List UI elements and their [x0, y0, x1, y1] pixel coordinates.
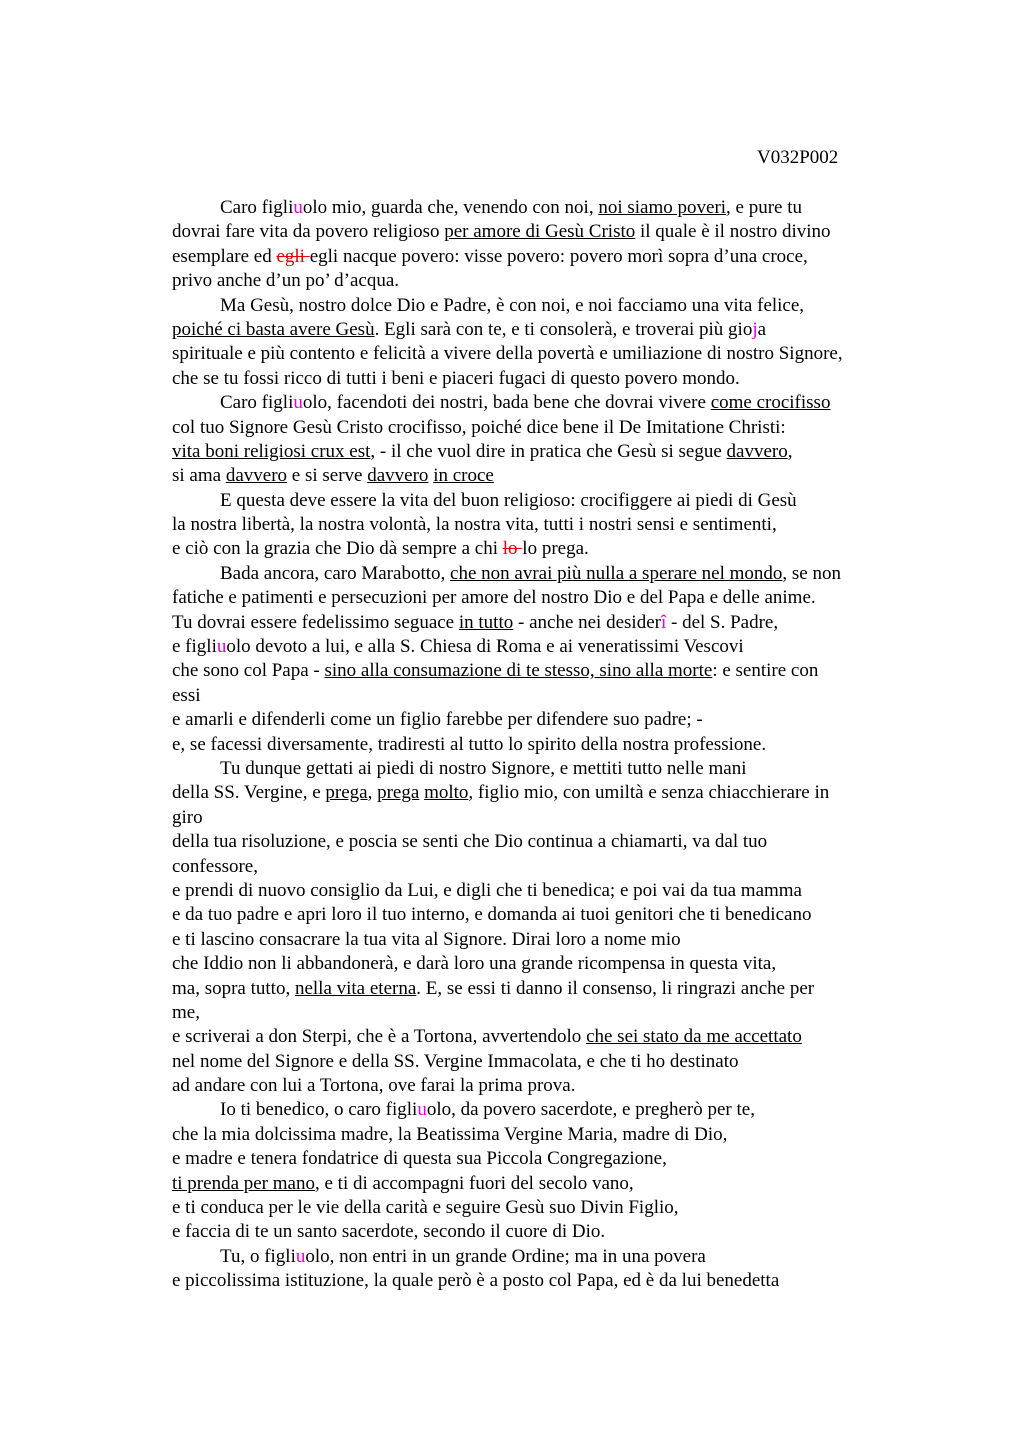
text-line	[172, 1074, 912, 1098]
text-segment: e madre e tenera fondatrice di questa sua Piccola Congregazione,	[172, 1148, 667, 1170]
text-segment: Bada ancora, caro Marabotto,	[220, 562, 451, 584]
text-segment: Caro figli	[220, 197, 294, 218]
text-line	[172, 586, 912, 610]
text-line	[172, 1220, 912, 1244]
text-segment: e ti lascino consacrare la tua vita al Signore. Dirai loro a nome mio	[172, 928, 681, 950]
underlined-text: come crocifisso	[710, 392, 831, 414]
text-segment: che sono col Papa -	[172, 660, 325, 682]
underlined-text: che non avrai più nulla a sperare nel mondo	[450, 562, 783, 584]
text-segment: che se tu fossi ricco di tutti i beni e piaceri fugaci di questo povero mondo.	[172, 367, 740, 389]
struck-text: egli	[276, 245, 310, 267]
text-segment: olo devoto a lui, e alla S. Chiesa di Roma e ai veneratissimi Vescovi	[226, 636, 744, 658]
underlined-text: prega	[377, 782, 420, 804]
text-segment: a	[757, 318, 767, 340]
text-segment: che la mia dolcissima madre, la Beatissima Vergine Maria, madre di Dio,	[172, 1123, 728, 1145]
underlined-text: che sei stato da me accettato	[586, 1026, 802, 1048]
text-line	[172, 977, 912, 1001]
text-segment: spirituale e più contento e felicità a vivere della povertà e umiliazione di nostro Signore,	[172, 343, 843, 365]
text-segment: privo anche d’un po’ d’acqua.	[172, 270, 400, 292]
underlined-text: davvero	[225, 465, 288, 487]
text-line	[172, 1025, 912, 1049]
text-segment: : e sentire con	[712, 660, 819, 682]
text-line	[172, 196, 912, 220]
highlighted-letter: u	[216, 636, 227, 658]
text-line	[172, 1098, 912, 1122]
text-segment: egli nacque povero: visse povero: povero morì sopra d’una croce,	[309, 245, 808, 267]
text-segment: , e ti di accompagni fuori del secolo vano,	[314, 1172, 634, 1194]
underlined-text: ti prenda per mano	[172, 1172, 315, 1194]
text-line	[172, 489, 912, 513]
text-segment: essi	[172, 684, 201, 706]
text-line	[172, 440, 912, 464]
text-line	[172, 733, 912, 757]
text-segment: dovrai fare vita da povero religioso	[172, 221, 445, 243]
text-segment: Ma Gesù, nostro dolce Dio e Padre, è con noi, e noi facciamo una vita felice,	[220, 294, 805, 316]
text-segment: della tua risoluzione, e poscia se senti che Dio continua a chiamarti, va dal tuo	[172, 831, 768, 853]
text-line	[172, 855, 912, 879]
text-line	[172, 757, 912, 781]
text-segment: la nostra libertà, la nostra volontà, la nostra vita, tutti i nostri sensi e sentimenti,	[172, 514, 777, 536]
text-line	[172, 294, 912, 318]
text-line	[172, 1245, 912, 1269]
text-segment: Tu, o figli	[220, 1245, 296, 1267]
text-segment: e da tuo padre e apri loro il tuo interno, e domanda ai tuoi genitori che ti benedicano	[172, 904, 812, 926]
text-line	[172, 659, 912, 683]
text-segment: ,	[367, 782, 378, 804]
text-segment: e, se facessi diversamente, tradiresti al tutto lo spirito della nostra professione.	[172, 733, 767, 755]
text-segment: e ti conduca per le vie della carità e seguire Gesù suo Divin Figlio,	[172, 1197, 679, 1219]
text-segment: me,	[172, 1001, 200, 1023]
text-line	[172, 830, 912, 854]
text-line	[172, 391, 912, 415]
text-segment: il quale è il nostro divino	[635, 221, 831, 243]
underlined-text: davvero	[726, 440, 788, 462]
text-line	[172, 1269, 912, 1293]
text-line	[172, 269, 912, 293]
underlined-text: in croce	[433, 465, 494, 487]
text-segment: e si serve	[287, 465, 368, 487]
text-segment: olo, da povero sacerdote, e pregherò per te,	[426, 1099, 755, 1121]
highlighted-letter: î	[660, 611, 667, 633]
text-segment: e ciò con la grazia che Dio dà sempre a chi	[172, 538, 503, 560]
text-line	[172, 537, 912, 561]
text-segment: Tu dunque gettati ai piedi di nostro Signore, e mettiti tutto nelle mani	[220, 757, 747, 779]
text-segment: . Egli sarà con te, e ti consolerà, e troverai più gio	[374, 318, 753, 340]
text-segment: e piccolissima istituzione, la quale però è a posto col Papa, ed è da lui benedetta	[172, 1270, 780, 1292]
underlined-text: noi siamo poveri	[598, 197, 727, 218]
text-segment: ma, sopra tutto,	[172, 977, 295, 999]
text-segment: e prendi di nuovo consiglio da Lui, e digli che ti benedica; e poi vai da tua mamma	[172, 879, 802, 901]
text-line	[172, 513, 912, 537]
text-line	[172, 611, 912, 635]
text-line	[172, 684, 912, 708]
text-segment: ad andare con lui a Tortona, ove farai la prima prova.	[172, 1075, 576, 1097]
underlined-text: poiché ci basta avere Gesù	[172, 318, 375, 340]
text-line	[172, 1147, 912, 1171]
text-line	[172, 1172, 912, 1196]
underlined-text: molto	[424, 782, 469, 804]
text-segment: esemplare ed	[172, 245, 277, 267]
text-line	[172, 708, 912, 732]
text-segment: , e pure tu	[726, 197, 803, 218]
highlighted-letter: u	[295, 1245, 306, 1267]
underlined-text: sino alla consumazione di te stesso, sino alla morte	[324, 660, 713, 682]
text-segment: - anche nei desider	[513, 611, 661, 633]
text-segment: ,	[787, 440, 793, 462]
text-line	[172, 245, 912, 269]
text-segment: e figli	[172, 636, 217, 658]
text-segment: confessore,	[172, 855, 258, 877]
text-segment: Tu dovrai essere fedelissimo seguace	[172, 611, 459, 633]
text-segment: Io ti benedico, o caro figli	[220, 1099, 418, 1121]
underlined-text: in tutto	[458, 611, 514, 633]
page-identifier: V032P002	[757, 147, 839, 168]
text-segment: nel nome del Signore e della SS. Vergine Immacolata, e che ti ho destinato	[172, 1050, 739, 1072]
text-segment: olo, non entri in un grande Ordine; ma in una povera	[305, 1245, 706, 1267]
letter-body	[172, 196, 912, 1294]
text-segment: fatiche e patimenti e persecuzioni per amore del nostro Dio e del Papa e delle anime.	[172, 587, 816, 609]
text-line	[172, 781, 912, 805]
text-segment: che Iddio non li abbandonerà, e darà loro una grande ricompensa in questa vita,	[172, 953, 777, 975]
underlined-text: davvero	[367, 465, 429, 487]
text-line	[172, 1196, 912, 1220]
text-segment: , se non	[782, 562, 841, 584]
text-segment: olo mio, guarda che, venendo con noi,	[302, 197, 599, 218]
underlined-text: vita boni religiosi crux est	[172, 440, 371, 462]
text-segment: olo, facendoti dei nostri, bada bene che dovrai vivere	[302, 392, 711, 414]
highlighted-letter: u	[417, 1099, 427, 1121]
text-line	[172, 220, 912, 244]
text-segment: lo prega.	[522, 538, 589, 560]
underlined-text: per amore di Gesù Cristo	[444, 221, 636, 243]
highlighted-letter: u	[293, 197, 303, 218]
text-line	[172, 903, 912, 927]
text-line	[172, 562, 912, 586]
struck-text: lo	[502, 538, 523, 560]
highlighted-letter: j	[752, 318, 758, 340]
text-segment: , figlio mio, con umiltà e senza chiacchierare in	[468, 782, 830, 804]
text-segment: e scriverai a don Sterpi, che è a Tortona, avvertendolo	[172, 1026, 587, 1048]
text-segment: si ama	[172, 465, 226, 487]
text-segment: col tuo Signore Gesù Cristo crocifisso, poiché dice bene il De Imitatione Christi:	[172, 416, 786, 438]
underlined-text: prega	[325, 782, 368, 804]
text-segment: e amarli e difenderli come un figlio farebbe per difendere suo padre; -	[172, 709, 703, 731]
text-segment: . E, se essi ti danno il consenso, li ringrazi anche per	[416, 977, 815, 999]
text-line	[172, 635, 912, 659]
underlined-text: nella vita eterna	[294, 977, 417, 999]
text-line	[172, 879, 912, 903]
text-segment: - del S. Padre,	[666, 611, 779, 633]
text-segment: giro	[172, 806, 203, 828]
text-segment: della SS. Vergine, e	[172, 782, 326, 804]
text-segment: e faccia di te un santo sacerdote, secondo il cuore di Dio.	[172, 1221, 606, 1243]
text-line	[172, 318, 912, 342]
text-line	[172, 806, 912, 830]
text-segment: E questa deve essere la vita del buon religioso: crocifiggere ai piedi di Gesù	[220, 489, 797, 511]
text-line	[172, 928, 912, 952]
highlighted-letter: u	[293, 392, 303, 414]
text-line	[172, 1001, 912, 1025]
text-segment: Caro figli	[220, 392, 294, 414]
text-line	[172, 464, 912, 488]
text-line	[172, 416, 912, 440]
text-line	[172, 952, 912, 976]
text-line	[172, 1050, 912, 1074]
text-line	[172, 1123, 912, 1147]
text-segment: , - il che vuol dire in pratica che Gesù si segue	[370, 440, 727, 462]
text-line	[172, 367, 912, 391]
text-line	[172, 342, 912, 366]
